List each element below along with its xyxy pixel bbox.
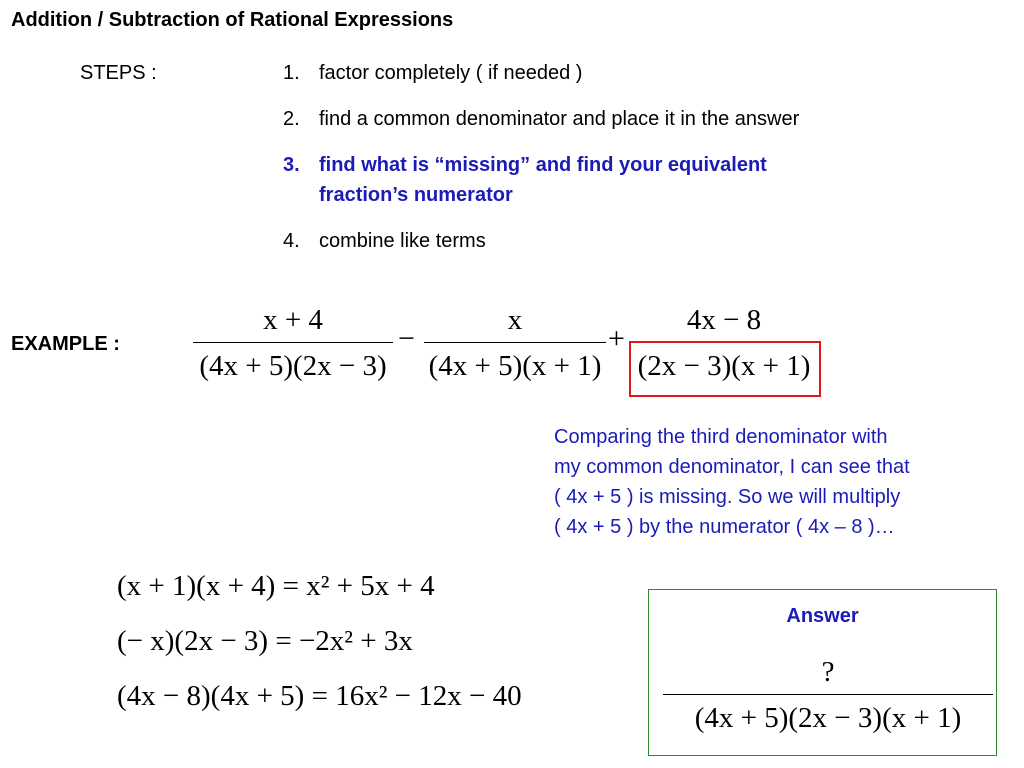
step-number: 2.	[283, 108, 300, 130]
work-line-3: (4x − 8)(4x + 5) = 16x² − 12x − 40	[117, 680, 522, 712]
fraction-numerator: x + 4	[263, 304, 323, 336]
minus-operator: −	[398, 322, 415, 355]
step-text: factor completely ( if needed )	[319, 62, 583, 84]
step-text: find what is “missing” and find your equivalent	[319, 154, 767, 176]
step-number: 4.	[283, 230, 300, 252]
answer-numerator: ?	[821, 656, 835, 688]
highlighted-denominator-box	[629, 341, 821, 397]
step-number: 3.	[283, 154, 300, 176]
fraction-bar	[424, 342, 606, 343]
work-line-2: (− x)(2x − 3) = −2x² + 3x	[117, 625, 413, 657]
fraction-bar	[193, 342, 393, 343]
fraction-numerator: x	[507, 304, 523, 336]
note-line: ( 4x + 5 ) by the numerator ( 4x – 8 )…	[554, 516, 895, 538]
answer-title: Answer	[786, 605, 859, 627]
page-title: Addition / Subtraction of Rational Expressions	[11, 9, 454, 31]
fraction-denominator: (4x + 5)(2x − 3)	[199, 350, 387, 382]
note-line: ( 4x + 5 ) is missing. So we will multiply	[554, 486, 901, 508]
steps-label: STEPS :	[80, 62, 157, 84]
note-line: my common denominator, I can see that	[554, 456, 910, 478]
fraction-2	[424, 304, 606, 394]
example-label: EXAMPLE :	[11, 333, 120, 355]
step-text-continued: fraction’s numerator	[319, 184, 513, 206]
step-text: combine like terms	[319, 230, 486, 252]
fraction-numerator: 4x − 8	[686, 304, 762, 336]
note-line: Comparing the third denominator with	[554, 426, 888, 448]
answer-box	[648, 589, 997, 756]
plus-operator: +	[608, 322, 625, 355]
fraction-denominator: (2x − 3)(x + 1)	[637, 350, 811, 382]
fraction-1	[193, 304, 393, 394]
explanation-note	[554, 422, 1019, 542]
fraction-denominator: (4x + 5)(x + 1)	[428, 350, 602, 382]
answer-fraction	[663, 656, 993, 746]
work-line-1: (x + 1)(x + 4) = x² + 5x + 4	[117, 570, 435, 602]
step-number: 1.	[283, 62, 300, 84]
fraction-bar	[663, 694, 993, 695]
answer-denominator: (4x + 5)(2x − 3)(x + 1)	[694, 702, 962, 734]
step-text: find a common denominator and place it in the answer	[319, 108, 800, 130]
